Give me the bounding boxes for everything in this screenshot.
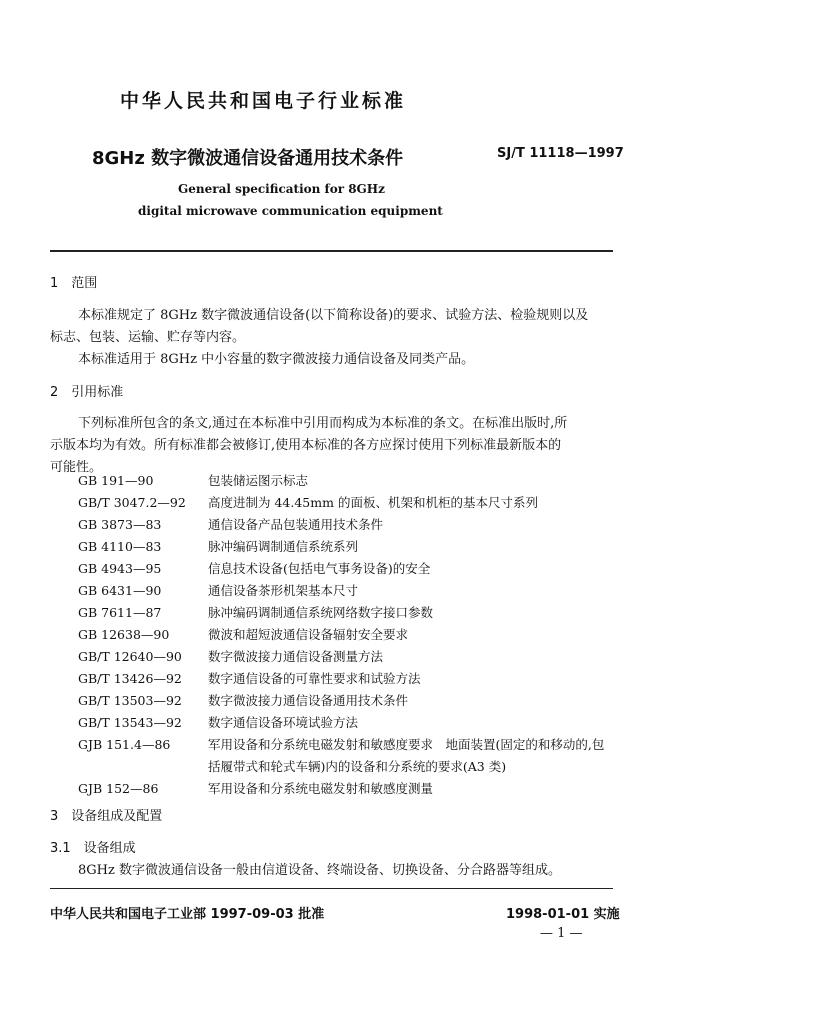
reference-code: GJB 152—86 bbox=[78, 781, 159, 796]
standard-category-header: 中华人民共和国电子行业标准 bbox=[120, 90, 407, 112]
effective-date: 1998-01-01 实施 bbox=[506, 907, 620, 922]
approval-notice: 中华人民共和国电子工业部 1997-09-03 批准 bbox=[50, 907, 325, 922]
reference-title: 数字微波接力通信设备通用技术条件 bbox=[208, 693, 409, 708]
reference-title: 数字通信设备环境试验方法 bbox=[208, 715, 359, 730]
reference-code: GB 4110—83 bbox=[78, 539, 162, 554]
reference-item bbox=[78, 558, 618, 580]
section-2-heading: 2 引用标准 bbox=[50, 385, 124, 400]
reference-title: 通信设备茶形机架基本尺寸 bbox=[208, 583, 359, 598]
reference-code: GB 191—90 bbox=[78, 473, 154, 488]
english-title-line1: General specification for 8GHz bbox=[178, 182, 385, 196]
reference-code: GJB 151.4—86 bbox=[78, 737, 171, 752]
standard-code: SJ/T 11118—1997 bbox=[497, 146, 624, 161]
reference-code: GB 6431—90 bbox=[78, 583, 162, 598]
reference-item bbox=[78, 492, 618, 514]
reference-code: GB 12638—90 bbox=[78, 627, 170, 642]
reference-item bbox=[78, 778, 618, 800]
section-3-1-heading: 3.1 设备组成 bbox=[50, 841, 136, 856]
reference-title: 脉冲编码调制通信系统网络数字接口参数 bbox=[208, 605, 434, 620]
reference-title: 信息技术设备(包括电气事务设备)的安全 bbox=[208, 561, 431, 576]
reference-title: 通信设备产品包装通用技术条件 bbox=[208, 517, 384, 532]
section-1-paragraph-2: 本标准适用于 8GHz 中小容量的数字微波接力通信设备及同类产品。 bbox=[78, 352, 475, 367]
reference-item bbox=[78, 712, 618, 734]
reference-code: GB 3873—83 bbox=[78, 517, 162, 532]
reference-title: 脉冲编码调制通信系统系列 bbox=[208, 539, 359, 554]
page-number: — 1 — bbox=[540, 926, 583, 941]
reference-item bbox=[78, 536, 618, 558]
section-1-heading: 1 范围 bbox=[50, 276, 98, 291]
reference-item bbox=[78, 580, 618, 602]
section-3-heading: 3 设备组成及配置 bbox=[50, 809, 163, 824]
reference-code: GB 7611—87 bbox=[78, 605, 162, 620]
reference-code: GB/T 13426—92 bbox=[78, 671, 182, 686]
footer-divider bbox=[50, 888, 613, 889]
reference-code: GB/T 12640—90 bbox=[78, 649, 182, 664]
section-1-paragraph-1: 本标准规定了 8GHz 数字微波通信设备(以下简称设备)的要求、试验方法、检验规则以及 bbox=[78, 308, 589, 323]
reference-title: 军用设备和分系统电磁发射和敏感度要求 地面装置(固定的和移动的,包括履带式和轮式车辆)内的设备和分系统的要求(A3 类) bbox=[208, 737, 605, 774]
reference-item bbox=[78, 690, 618, 712]
reference-item bbox=[78, 646, 618, 668]
reference-item bbox=[78, 470, 618, 492]
section-2-intro-line1: 下列标准所包含的条文,通过在本标准中引用而构成为本标准的条文。在标准出版时,所 bbox=[78, 416, 568, 431]
section-3-1-paragraph: 8GHz 数字微波通信设备一般由信道设备、终端设备、切换设备、分合路器等组成。 bbox=[78, 863, 561, 878]
section-2-intro-line3: 可能性。 bbox=[50, 460, 103, 475]
reference-item bbox=[78, 514, 618, 536]
reference-title: 军用设备和分系统电磁发射和敏感度测量 bbox=[208, 781, 434, 796]
reference-title: 包装储运图示标志 bbox=[208, 473, 309, 488]
reference-code: GB/T 13543—92 bbox=[78, 715, 182, 730]
reference-code: GB 4943—95 bbox=[78, 561, 162, 576]
reference-item bbox=[78, 734, 618, 778]
reference-title: 微波和超短波通信设备辐射安全要求 bbox=[208, 627, 409, 642]
top-divider bbox=[50, 250, 613, 252]
normative-references-list bbox=[78, 470, 618, 800]
section-1-paragraph-1-cont: 标志、包装、运输、贮存等内容。 bbox=[50, 330, 246, 345]
reference-title: 数字通信设备的可靠性要求和试验方法 bbox=[208, 671, 421, 686]
document-title: 8GHz 数字微波通信设备通用技术条件 bbox=[92, 148, 404, 169]
section-2-intro-line2: 示版本均为有效。所有标准都会被修订,使用本标准的各方应探讨使用下列标准最新版本的 bbox=[50, 438, 562, 453]
reference-item bbox=[78, 668, 618, 690]
reference-title: 数字微波接力通信设备测量方法 bbox=[208, 649, 384, 664]
reference-item bbox=[78, 602, 618, 624]
reference-item bbox=[78, 624, 618, 646]
reference-code: GB/T 13503—92 bbox=[78, 693, 182, 708]
english-title-line2: digital microwave communication equipment bbox=[138, 204, 443, 218]
reference-code: GB/T 3047.2—92 bbox=[78, 495, 186, 510]
reference-title: 高度进制为 44.45mm 的面板、机架和机柜的基本尺寸系列 bbox=[208, 495, 538, 510]
